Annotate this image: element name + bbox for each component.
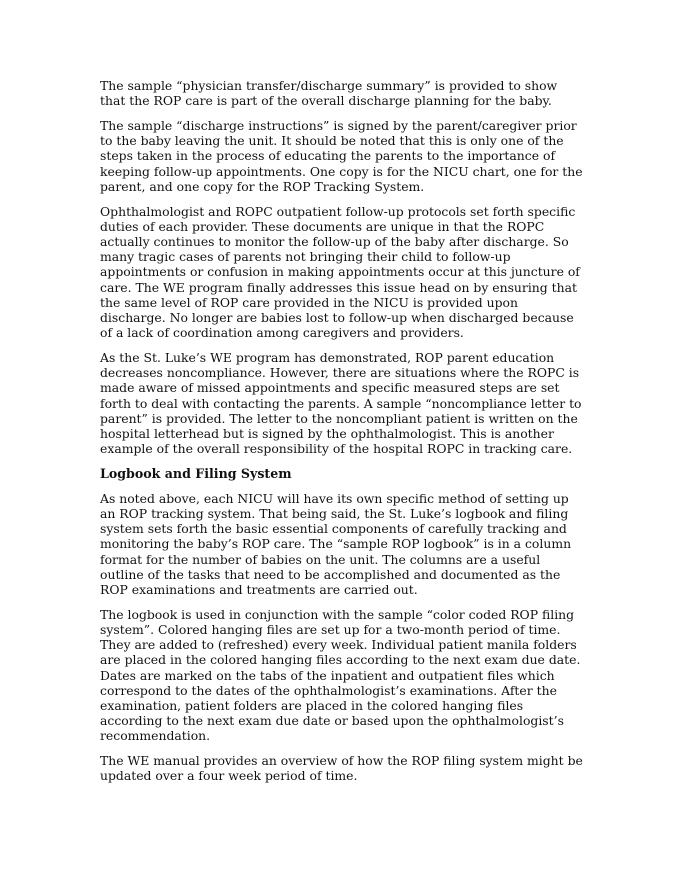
paragraph-follow-up-protocols: Ophthalmologist and ROPC outpatient follow-up protocols set forth specific duties of each provider. These documents are unique in that the ROPC actually continues to monitor the follow-up of the baby after discharge. So many tragic cases of parents not bringing their child to follow-up appointments or confusion in making appointments occur at this juncture of care. The WE program finally addresses this issue head on by ensuring that the same level of ROP care provided in the NICU is provided upon discharge. No longer are babies lost to follow-up when discharged because of a lack of coordination among caregivers and providers. (100, 203, 580, 341)
section-heading: Logbook and Filing System (100, 466, 292, 482)
document-page (100, 78, 584, 793)
paragraph-noncompliance: As the St. Luke’s WE program has demonstrated, ROP parent education decreases noncompliance. However, there are situations where the ROPC is made aware of missed appointments and specific measured steps are set forth to deal with contacting the parents. A sample “noncompliance letter to parent” is provided. The letter to the noncompliant patient is written on the hospital letterhead but is signed by the ophthalmologist. This is another example of the overall responsibility of the hospital ROPC in tracking care. (100, 350, 582, 457)
paragraph-we-manual: The WE manual provides an overview of how the ROP filing system might be updated over a four week period of time. (100, 753, 583, 784)
paragraph-logbook-overview: As noted above, each NICU will have its own specific method of setting up an ROP tracking system. That being said, the St. Luke’s logbook and filing system sets forth the basic essential components of carefully tracking and monitoring the baby’s ROP care. The “sample ROP logbook” is in a column format for the number of babies on the unit. The columns are a useful outline of the tasks that need to be accomplished and documented as the ROP examinations and treatments are carried out. (100, 490, 572, 598)
paragraph-transfer-summary: The sample “physician transfer/discharge summary” is provided to show that the ROP care is part of the overall discharge planning for the baby. (100, 78, 558, 109)
paragraph-filing-system: The logbook is used in conjunction with the sample “color coded ROP filing system”. Colored hanging files are set up for a two-month period of time. They are added to (refreshed) every week. Individual patient manila folders are placed in the colored hanging files according to the next exam due date. Dates are marked on the tabs of the inpatient and outpatient files which correspond to the dates of the ophthalmologist’s examinations. After the examination, patient folders are placed in the colored hanging files according to the next exam due date or based upon the ophthalmologist’s recommendation. (100, 606, 581, 744)
paragraph-discharge-instructions: The sample “discharge instructions” is signed by the parent/caregiver prior to the baby leaving the unit. It should be noted that this is only one of the steps taken in the process of educating the parents to the importance of keeping follow-up appointments. One copy is for the NICU chart, one for the parent, and one copy for the ROP Tracking System. (100, 118, 583, 194)
